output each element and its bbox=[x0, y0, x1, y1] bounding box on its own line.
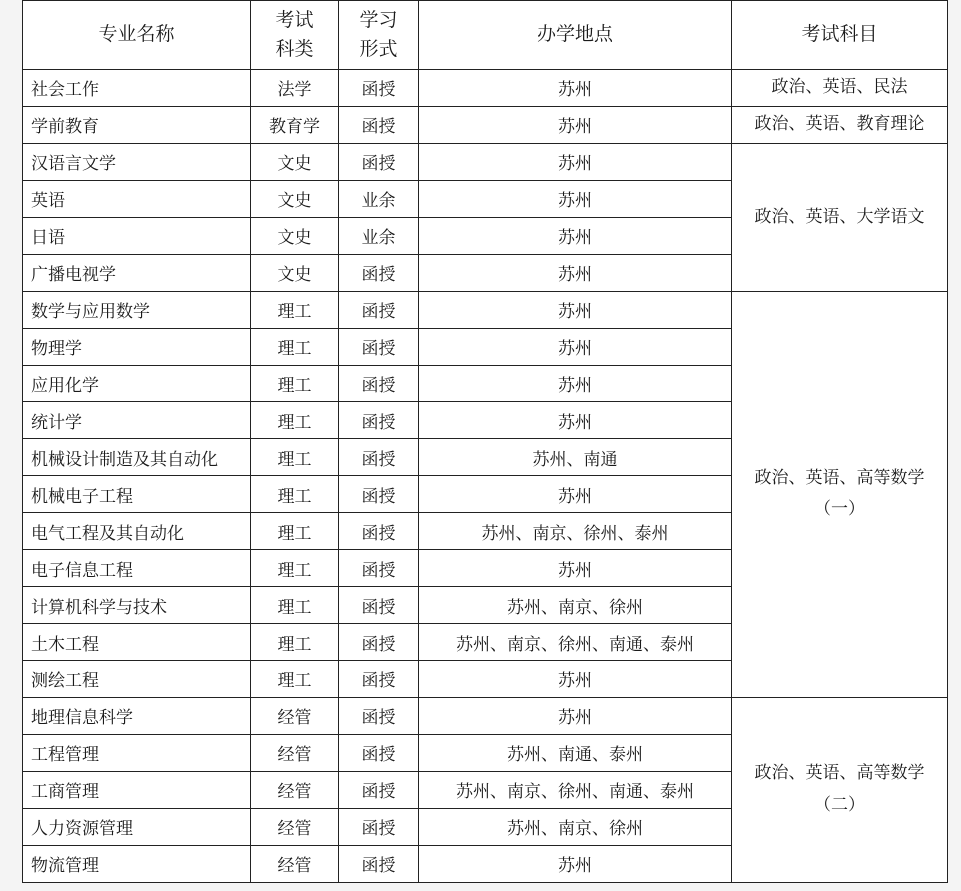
header-category-line1: 考试 bbox=[275, 8, 314, 31]
major-cell: 人力资源管理 bbox=[23, 808, 251, 845]
location-cell: 苏州 bbox=[419, 217, 732, 254]
table-body bbox=[23, 70, 948, 883]
form-cell: 函授 bbox=[339, 624, 419, 661]
form-cell: 函授 bbox=[339, 328, 419, 365]
major-cell: 计算机科学与技术 bbox=[23, 587, 251, 624]
location-cell: 苏州 bbox=[419, 106, 732, 143]
major-cell: 工商管理 bbox=[23, 771, 251, 808]
exam-subjects-line: 政治、英语、高等数学 bbox=[754, 763, 925, 784]
form-cell: 函授 bbox=[339, 513, 419, 550]
form-cell: 函授 bbox=[339, 70, 419, 107]
major-cell: 电气工程及其自动化 bbox=[23, 513, 251, 550]
form-cell: 函授 bbox=[339, 106, 419, 143]
header-category-line2: 科类 bbox=[275, 38, 314, 60]
exam-subjects-cell bbox=[732, 143, 948, 291]
location-cell: 苏州 bbox=[419, 70, 732, 107]
location-cell: 苏州、南京、徐州 bbox=[419, 587, 732, 624]
location-cell: 苏州 bbox=[419, 143, 732, 180]
location-cell: 苏州 bbox=[419, 402, 732, 439]
table-row bbox=[23, 697, 948, 734]
location-cell: 苏州、南京、徐州、泰州 bbox=[419, 513, 732, 550]
location-cell: 苏州、南京、徐州、南通、泰州 bbox=[419, 771, 732, 808]
header-form-line1: 学习 bbox=[359, 8, 398, 31]
header-category bbox=[251, 1, 339, 70]
location-cell: 苏州 bbox=[419, 254, 732, 291]
table-row bbox=[23, 291, 948, 328]
table-row bbox=[23, 143, 948, 180]
header-form bbox=[339, 1, 419, 70]
form-cell: 函授 bbox=[339, 587, 419, 624]
major-table bbox=[22, 0, 948, 883]
category-cell: 法学 bbox=[251, 70, 339, 107]
location-cell: 苏州、南京、徐州 bbox=[419, 808, 732, 845]
major-cell: 物理学 bbox=[23, 328, 251, 365]
location-cell: 苏州、南通、泰州 bbox=[419, 734, 732, 771]
exam-subjects-line: （一） bbox=[814, 499, 865, 520]
exam-subjects-line: 政治、英语、高等数学 bbox=[754, 467, 925, 488]
category-cell: 理工 bbox=[251, 365, 339, 402]
form-cell: 函授 bbox=[339, 771, 419, 808]
location-cell: 苏州 bbox=[419, 291, 732, 328]
category-cell: 经管 bbox=[251, 734, 339, 771]
exam-subjects-line: （二） bbox=[814, 794, 865, 815]
major-cell: 测绘工程 bbox=[23, 661, 251, 698]
major-cell: 社会工作 bbox=[23, 70, 251, 107]
major-cell: 广播电视学 bbox=[23, 254, 251, 291]
location-cell: 苏州 bbox=[419, 661, 732, 698]
exam-subjects-line: 政治、英语、民法 bbox=[771, 77, 908, 98]
category-cell: 教育学 bbox=[251, 106, 339, 143]
category-cell: 文史 bbox=[251, 180, 339, 217]
exam-subjects-cell bbox=[732, 291, 948, 697]
form-cell: 函授 bbox=[339, 476, 419, 513]
major-cell: 机械设计制造及其自动化 bbox=[23, 439, 251, 476]
major-cell: 汉语言文学 bbox=[23, 143, 251, 180]
major-cell: 物流管理 bbox=[23, 845, 251, 882]
major-cell: 工程管理 bbox=[23, 734, 251, 771]
category-cell: 理工 bbox=[251, 513, 339, 550]
category-cell: 经管 bbox=[251, 697, 339, 734]
major-cell: 土木工程 bbox=[23, 624, 251, 661]
major-cell: 电子信息工程 bbox=[23, 550, 251, 587]
header-exam: 考试科目 bbox=[732, 1, 948, 70]
header-form-line2: 形式 bbox=[359, 38, 398, 60]
major-cell: 机械电子工程 bbox=[23, 476, 251, 513]
header-major: 专业名称 bbox=[23, 1, 251, 70]
location-cell: 苏州、南京、徐州、南通、泰州 bbox=[419, 624, 732, 661]
form-cell: 函授 bbox=[339, 697, 419, 734]
location-cell: 苏州 bbox=[419, 180, 732, 217]
category-cell: 经管 bbox=[251, 845, 339, 882]
location-cell: 苏州 bbox=[419, 328, 732, 365]
header-location: 办学地点 bbox=[419, 1, 732, 70]
table-header-row bbox=[23, 1, 948, 70]
major-cell: 地理信息科学 bbox=[23, 697, 251, 734]
location-cell: 苏州 bbox=[419, 365, 732, 402]
category-cell: 文史 bbox=[251, 143, 339, 180]
table-row bbox=[23, 70, 948, 107]
category-cell: 理工 bbox=[251, 291, 339, 328]
category-cell: 经管 bbox=[251, 771, 339, 808]
major-cell: 日语 bbox=[23, 217, 251, 254]
location-cell: 苏州 bbox=[419, 550, 732, 587]
exam-subjects-line: 政治、英语、大学语文 bbox=[754, 206, 925, 227]
form-cell: 函授 bbox=[339, 254, 419, 291]
form-cell: 业余 bbox=[339, 180, 419, 217]
location-cell: 苏州、南通 bbox=[419, 439, 732, 476]
category-cell: 理工 bbox=[251, 439, 339, 476]
form-cell: 函授 bbox=[339, 143, 419, 180]
major-cell: 英语 bbox=[23, 180, 251, 217]
category-cell: 理工 bbox=[251, 476, 339, 513]
form-cell: 函授 bbox=[339, 661, 419, 698]
form-cell: 函授 bbox=[339, 365, 419, 402]
category-cell: 理工 bbox=[251, 661, 339, 698]
exam-subjects-cell bbox=[732, 106, 948, 143]
form-cell: 函授 bbox=[339, 845, 419, 882]
exam-subjects-cell bbox=[732, 697, 948, 882]
major-cell: 统计学 bbox=[23, 402, 251, 439]
location-cell: 苏州 bbox=[419, 697, 732, 734]
form-cell: 函授 bbox=[339, 734, 419, 771]
table-row bbox=[23, 106, 948, 143]
category-cell: 理工 bbox=[251, 587, 339, 624]
exam-subjects-cell bbox=[732, 70, 948, 107]
category-cell: 理工 bbox=[251, 328, 339, 365]
form-cell: 函授 bbox=[339, 808, 419, 845]
form-cell: 函授 bbox=[339, 439, 419, 476]
form-cell: 函授 bbox=[339, 402, 419, 439]
major-cell: 数学与应用数学 bbox=[23, 291, 251, 328]
exam-subjects-line: 政治、英语、教育理论 bbox=[754, 114, 925, 135]
location-cell: 苏州 bbox=[419, 476, 732, 513]
category-cell: 理工 bbox=[251, 402, 339, 439]
form-cell: 业余 bbox=[339, 217, 419, 254]
location-cell: 苏州 bbox=[419, 845, 732, 882]
category-cell: 文史 bbox=[251, 254, 339, 291]
category-cell: 理工 bbox=[251, 550, 339, 587]
major-cell: 应用化学 bbox=[23, 365, 251, 402]
major-cell: 学前教育 bbox=[23, 106, 251, 143]
form-cell: 函授 bbox=[339, 550, 419, 587]
category-cell: 理工 bbox=[251, 624, 339, 661]
category-cell: 文史 bbox=[251, 217, 339, 254]
category-cell: 经管 bbox=[251, 808, 339, 845]
form-cell: 函授 bbox=[339, 291, 419, 328]
